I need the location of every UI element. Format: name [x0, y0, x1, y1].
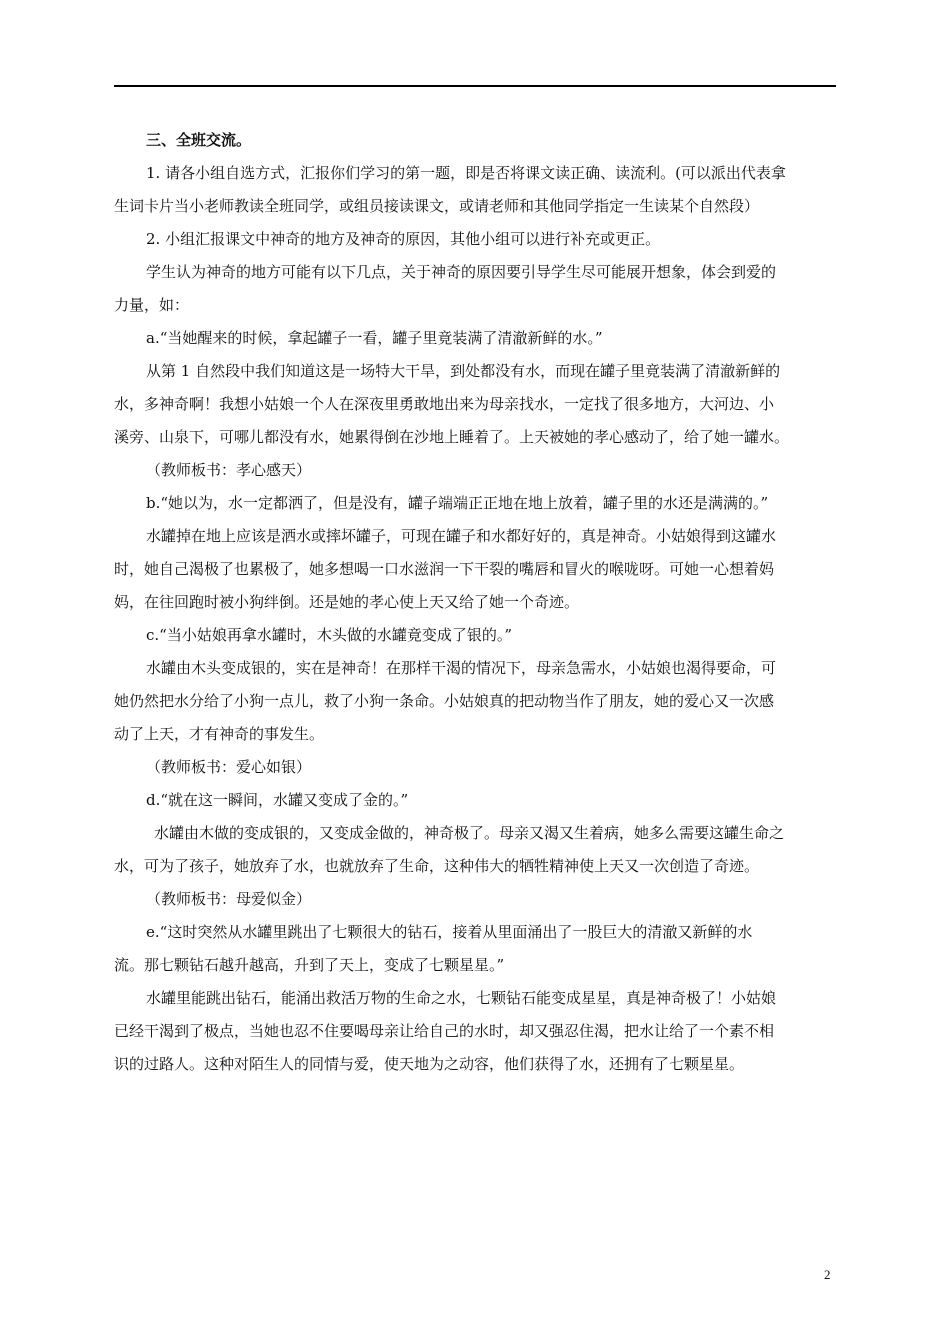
paragraph-line: 水罐由木头变成银的，实在是神奇！在那样干渴的情况下，母亲急需水，小姑娘也渴得要命，可 [146, 659, 777, 677]
paragraph-line: 已经干渴到了极点，当她也忍不住要喝母亲让给自己的水时，却又强忍住渴，把水让给了一个素不相 [114, 1022, 775, 1040]
paragraph-line: 2. 小组汇报课文中神奇的地方及神奇的原因，其他小组可以进行补充或更正。 [146, 230, 661, 248]
paragraph-line: 妈，在往回跑时被小狗绊倒。还是她的孝心使上天又给了她一个奇迹。 [114, 593, 580, 611]
paragraph-line: 学生认为神奇的地方可能有以下几点，关于神奇的原因要引导学生尽可能展开想象，体会到爱的 [146, 263, 777, 281]
paragraph-line: 水罐由木做的变成银的，又变成金做的，神奇极了。母亲又渴又生着病，她多么需要这罐生命之 [154, 824, 785, 842]
paragraph-line: 水，多神奇啊！我想小姑娘一个人在深夜里勇敢地出来为母亲找水，一定找了很多地方，大河边、小 [114, 395, 775, 413]
board-note: （教师板书：爱心如银） [146, 758, 312, 776]
board-note: （教师板书：母爱似金） [146, 890, 312, 908]
paragraph-line: 生词卡片当小老师教读全班同学，或组员接读课文，或请老师和其他同学指定一生读某个自然段） [114, 197, 760, 215]
document-body [114, 124, 838, 1081]
paragraph-line: 溪旁、山泉下，可哪儿都没有水，她累得倒在沙地上睡着了。上天被她的孝心感动了，给了她一罐水。 [114, 428, 790, 446]
paragraph-line: 1. 请各小组自选方式，汇报你们学习的第一题，即是否将课文读正确、读流利。(可以派出代表拿 [146, 164, 786, 182]
paragraph-line: 动了上天，才有神奇的事发生。 [114, 725, 325, 743]
paragraph-line: 识的过路人。这种对陌生人的同情与爱，使天地为之动容，他们获得了水，还拥有了七颗星星。 [114, 1055, 745, 1073]
board-note: （教师板书：孝心感天） [146, 461, 312, 479]
paragraph-line: 力量，如： [114, 296, 190, 314]
paragraph-line: 时，她自己渴极了也累极了，她多想喝一口水滋润一下干裂的嘴唇和冒火的喉咙呀。可她一心想着妈 [114, 560, 775, 578]
quote-line: e.“这时突然从水罐里跳出了七颗很大的钻石，接着从里面涌出了一股巨大的清澈又新鲜的水 [146, 923, 753, 941]
quote-line: c.“当小姑娘再拿水罐时，木头做的水罐竟变成了银的。” [146, 626, 513, 644]
section-heading: 三、全班交流。 [146, 131, 252, 149]
quote-line: b.“她以为，水一定都洒了，但是没有，罐子端端正正地在地上放着，罐子里的水还是满满的。” [146, 494, 769, 512]
paragraph-line: 她仍然把水分给了小狗一点儿，救了小狗一条命。小姑娘真的把动物当作了朋友，她的爱心又一次感 [114, 692, 775, 710]
paragraph-line: 从第 1 自然段中我们知道这是一场特大干旱，到处都没有水，而现在罐子里竟装满了清澈新鲜的 [146, 362, 781, 380]
page-number: 2 [824, 1267, 831, 1282]
paragraph-line: 水，可为了孩子，她放弃了水，也就放弃了生命，这种伟大的牺牲精神使上天又一次创造了奇迹。 [114, 857, 760, 875]
paragraph-line: 水罐里能跳出钻石，能涌出救活万物的生命之水，七颗钻石能变成星星，真是神奇极了！小姑娘 [146, 989, 777, 1007]
quote-line: a.“当她醒来的时候，拿起罐子一看，罐子里竟装满了清澈新鲜的水。” [146, 329, 603, 347]
quote-line: d.“就在这一瞬间，水罐又变成了金的。” [146, 791, 409, 809]
quote-line: 流。那七颗钻石越升越高，升到了天上，变成了七颗星星。” [114, 956, 505, 974]
paragraph-line: 水罐掉在地上应该是洒水或摔坏罐子，可现在罐子和水都好好的，真是神奇。小姑娘得到这罐水 [146, 527, 777, 545]
header-rule [114, 85, 836, 87]
